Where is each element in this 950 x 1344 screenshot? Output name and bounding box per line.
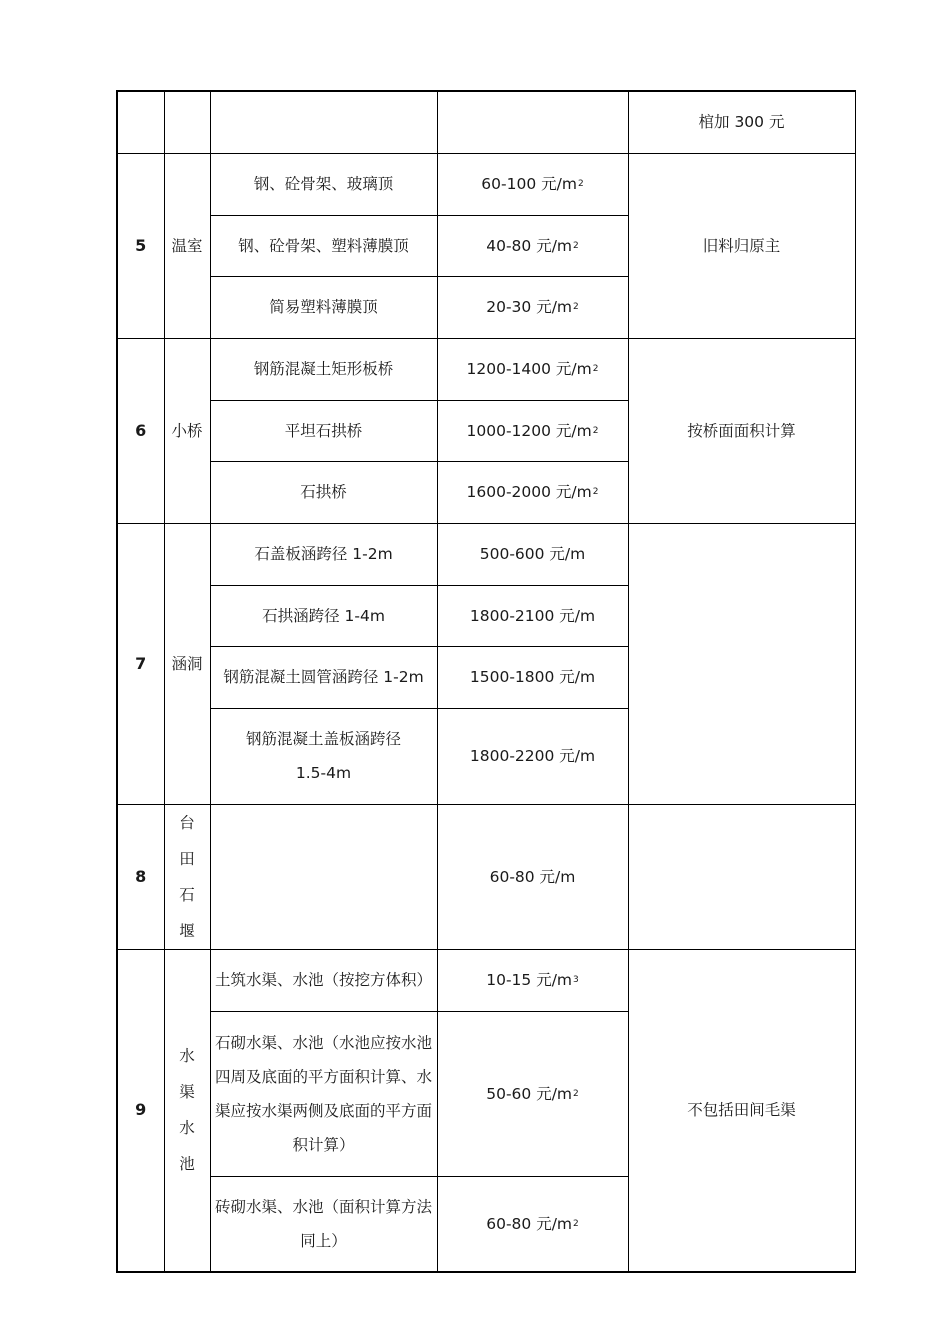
unit-exponent: 3 [573, 975, 579, 985]
row-number: 8 [117, 804, 164, 949]
category-label: 小桥 [164, 338, 210, 523]
price-cell [437, 91, 628, 153]
unit-exponent: 2 [573, 302, 579, 312]
number-cell [117, 91, 164, 153]
price-value: 1200-1400 元$/m^2$ [437, 338, 628, 400]
table-row [117, 949, 855, 1011]
category-label: 温室 [164, 153, 210, 338]
unit-exponent: 2 [592, 364, 599, 374]
note-cell [628, 523, 855, 804]
note-cell: 棺加 300 元 [628, 91, 855, 153]
price-value: 40-80 元$/m^2$ [437, 215, 628, 276]
note-cell: 按桥面面积计算 [628, 338, 855, 523]
table-row [117, 338, 855, 400]
note-cell [628, 804, 855, 949]
price-value: 10-15 元$/m^3$ [437, 949, 628, 1011]
item-cell [210, 91, 437, 153]
price-value: 60-80 元/m [437, 804, 628, 949]
row-number: 9 [117, 949, 164, 1272]
row-number: 5 [117, 153, 164, 338]
price-table-container [116, 90, 854, 1273]
price-value: 500-600 元/m [437, 523, 628, 585]
price-value: 60-100 元$/m^2$ [437, 153, 628, 215]
price-value: 1600-2000 元$/m^2$ [437, 461, 628, 523]
price-value: 1800-2200 元/m [437, 708, 628, 804]
unit-exponent: 2 [577, 179, 584, 189]
item-name: 简易塑料薄膜顶 [210, 276, 437, 338]
note-cell: 旧料归原主 [628, 153, 855, 338]
item-name: 钢筋混凝土圆管涵跨径 1-2m [210, 646, 437, 708]
compensation-price-table [116, 90, 856, 1273]
item-name: 钢、砼骨架、塑料薄膜顶 [210, 215, 437, 276]
price-value: 1800-2100 元/m [437, 585, 628, 646]
item-name: 平坦石拱桥 [210, 400, 437, 461]
price-value: 60-80 元$/m^2$ [437, 1176, 628, 1272]
row-number: 6 [117, 338, 164, 523]
table-row [117, 153, 855, 215]
unit-exponent: 2 [592, 487, 599, 497]
item-name: 石拱涵跨径 1-4m [210, 585, 437, 646]
item-name: 钢筋混凝土盖板涵跨径 1.5-4m [210, 708, 437, 804]
item-name: 石砌水渠、水池（水池应按水池四周及底面的平方面积计算、水渠应按水渠两侧及底面的平方面积计算） [210, 1011, 437, 1176]
note-cell: 不包括田间毛渠 [628, 949, 855, 1272]
item-name: 石盖板涵跨径 1-2m [210, 523, 437, 585]
item-name: 石拱桥 [210, 461, 437, 523]
price-value: 20-30 元$/m^2$ [437, 276, 628, 338]
unit-exponent: 2 [592, 425, 599, 436]
item-name: 钢筋混凝土矩形板桥 [210, 338, 437, 400]
item-name: 土筑水渠、水池（按挖方体积） [210, 949, 437, 1011]
price-value: 1000-1200 元$/m^2$ [437, 400, 628, 461]
unit-exponent: 2 [573, 1218, 579, 1229]
item-name [210, 804, 437, 949]
table-row [117, 804, 855, 949]
price-value: 1500-1800 元/m [437, 646, 628, 708]
unit-exponent: 2 [573, 1088, 579, 1099]
price-value: 50-60 元$/m^2$ [437, 1011, 628, 1176]
item-name: 钢、砼骨架、玻璃顶 [210, 153, 437, 215]
category-label: 涵洞 [164, 523, 210, 804]
category-cell [164, 91, 210, 153]
item-name: 砖砌水渠、水池（面积计算方法同上） [210, 1176, 437, 1272]
table-row [117, 523, 855, 585]
row-number: 7 [117, 523, 164, 804]
unit-exponent: 2 [573, 240, 579, 251]
table-row [117, 91, 855, 153]
category-label: 水渠水池 [164, 949, 210, 1272]
category-label: 台田石堰 [164, 804, 210, 949]
